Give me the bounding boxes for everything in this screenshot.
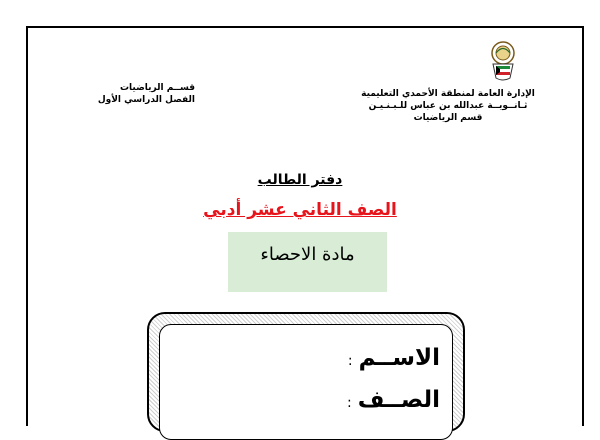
- term-header: [55, 82, 195, 106]
- directorate-name: الإدارة العامة لمنطقة الأحمدي التعليمية: [361, 89, 535, 99]
- book-title: [0, 172, 600, 188]
- student-info-frame: [147, 312, 465, 432]
- ministry-emblem-icon: [485, 40, 521, 82]
- name-field: [348, 345, 440, 371]
- department-label: قســم الرياضيات: [119, 83, 195, 93]
- grade-title-text: الصف الثاني عشر أدبي: [203, 200, 397, 220]
- name-label: الاســم: [358, 345, 440, 371]
- class-field: [347, 387, 440, 413]
- school-header: [338, 88, 558, 124]
- subject-box: [228, 232, 387, 292]
- class-label: الصــف: [357, 387, 440, 413]
- grade-title: [0, 200, 600, 220]
- book-title-text: دفتر الطالب: [257, 172, 343, 188]
- class-colon: :: [346, 395, 352, 411]
- name-colon: :: [347, 353, 353, 369]
- student-info-box: [159, 324, 453, 440]
- term-label: الفصل الدراسي الأول: [97, 95, 195, 105]
- department-name: قسم الرياضيات: [413, 113, 483, 123]
- school-name: ثـانــويــة عبدالله بن عباس للـبـنـيـن: [368, 101, 528, 111]
- subject-text: مادة الاحصاء: [260, 244, 355, 265]
